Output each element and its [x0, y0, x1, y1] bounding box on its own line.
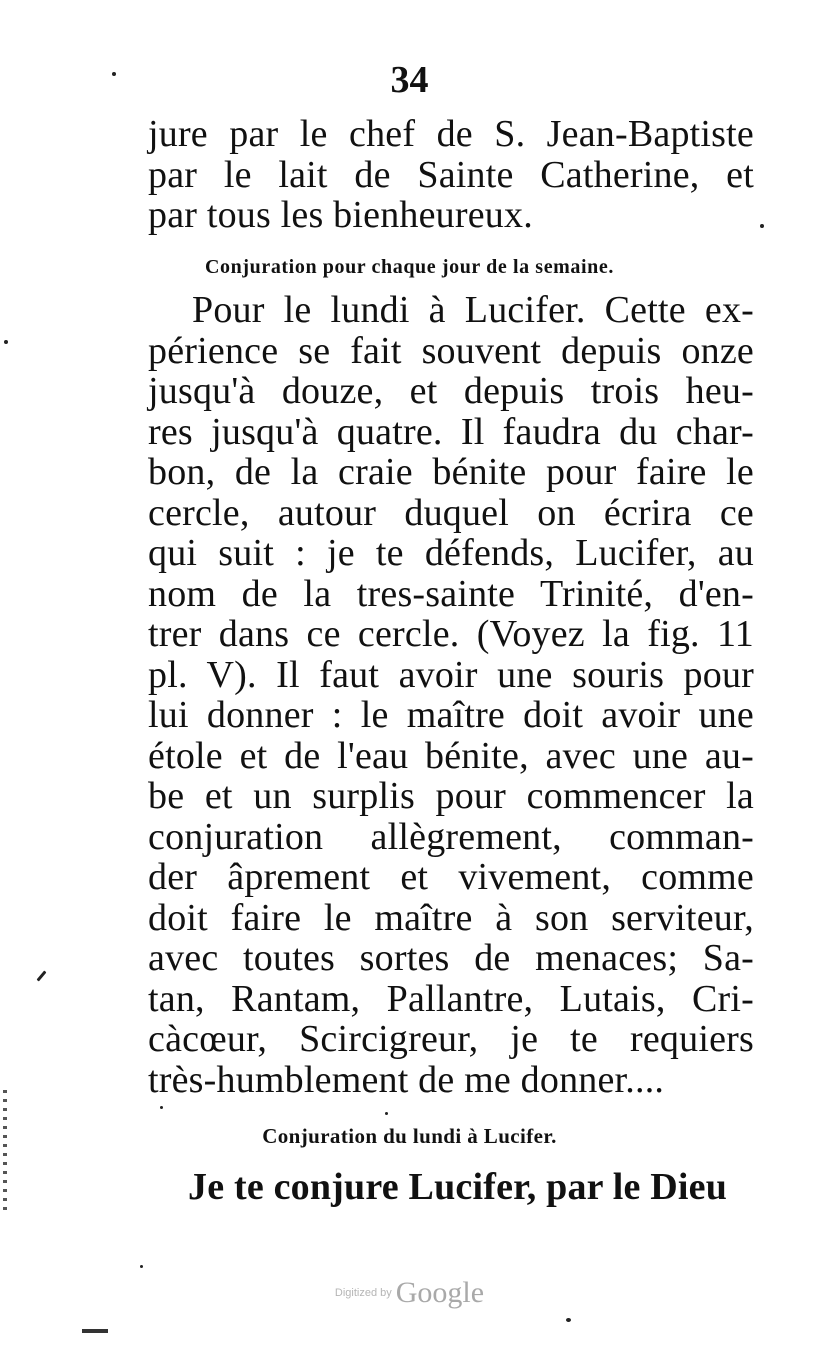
text-line: tan, Rantam, Pallantre, Lutais, Cri- — [148, 977, 754, 1020]
section-heading: Conjuration du lundi à Lucifer. — [262, 1124, 557, 1148]
text-line: càcœur, Scircigreur, je te requiers — [148, 1018, 754, 1060]
section-heading: Conjuration pour chaque jour de la semaine. — [205, 256, 614, 278]
text-line: nom de la tres-sainte Trinité, d'en- — [148, 572, 754, 615]
scan-speck — [4, 340, 8, 344]
body-paragraph — [148, 290, 754, 1100]
digitization-watermark — [0, 1276, 819, 1310]
closing-paragraph — [148, 1167, 754, 1208]
text-line: res jusqu'à quatre. Il faudra du char- — [148, 410, 754, 453]
scan-speck — [140, 1265, 143, 1268]
text-line: lui donner : le maître doit avoir une — [148, 694, 754, 736]
page-number: 34 — [390, 59, 429, 101]
text-line: trer dans ce cercle. (Voyez la fig. 11 — [148, 613, 754, 655]
text-line: cercle, autour duquel on écrira ce — [148, 491, 754, 534]
scan-speck — [566, 1318, 571, 1322]
scan-speck — [160, 1106, 163, 1109]
scan-dash-mark — [82, 1329, 108, 1333]
text-line: Je te conjure Lucifer, par le Dieu — [188, 1166, 728, 1208]
watermark-prefix: Digitized by — [334, 1287, 392, 1299]
text-line: par tous les bienheureux. — [148, 194, 533, 236]
scan-speck — [760, 224, 764, 228]
text-line: qui suit : je te défends, Lucifer, au — [148, 532, 754, 574]
text-line: jure par le chef de S. Jean-Baptiste — [148, 113, 754, 155]
text-line: pl. V). Il faut avoir une souris pour — [148, 653, 754, 696]
text-line: doit faire le maître à son serviteur, — [148, 896, 754, 939]
text-line: avec toutes sortes de menaces; Sa- — [148, 937, 754, 979]
text-line: bon, de la craie bénite pour faire le — [148, 451, 754, 493]
text-line: conjuration allègrement, comman- — [148, 815, 754, 858]
scan-speck — [385, 1112, 388, 1115]
text-line: der âprement et vivement, comme — [148, 856, 754, 898]
scan-speck — [36, 970, 46, 981]
text-line: jusqu'à douze, et depuis trois heu- — [148, 370, 754, 412]
scan-edge-mark — [3, 1090, 7, 1210]
scan-speck — [112, 72, 116, 76]
text-line: étole et de l'eau bénite, avec une au- — [148, 734, 754, 777]
text-line: be et un surplis pour commencer la — [148, 775, 754, 817]
text-line: très-humblement de me donner.... — [148, 1058, 665, 1101]
text-line: par le lait de Sainte Catherine, et — [148, 153, 754, 196]
text-line: Pour le lundi à Lucifer. Cette ex- — [192, 289, 754, 331]
top-paragraph — [148, 114, 754, 236]
watermark-brand: Google — [395, 1276, 485, 1309]
text-line: périence se fait souvent depuis onze — [148, 329, 754, 372]
